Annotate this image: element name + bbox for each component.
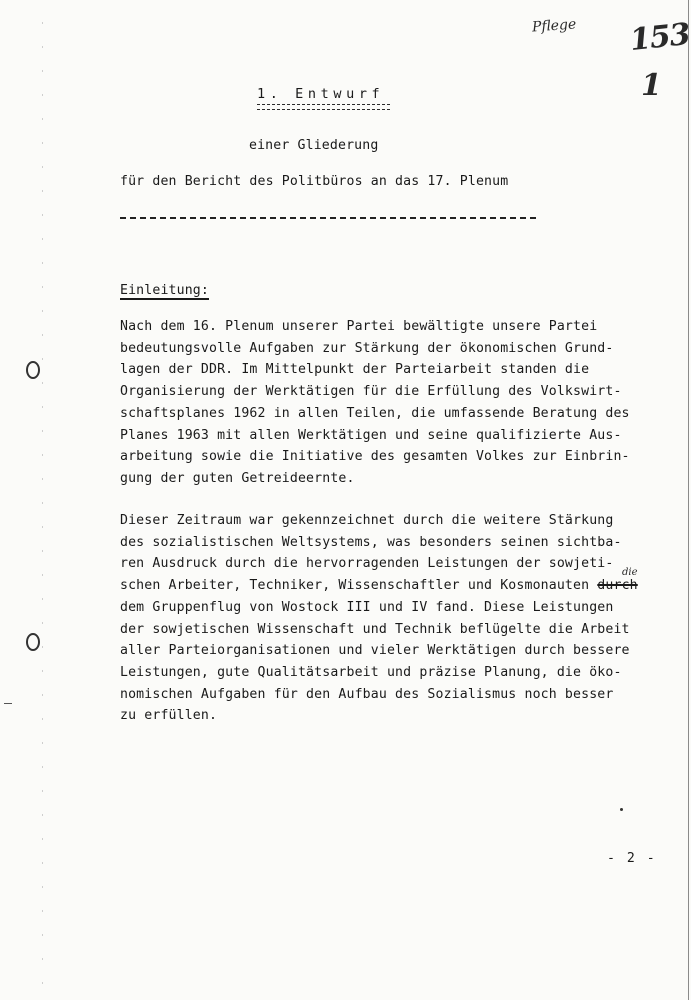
paragraph-line: ren Ausdruck durch die hervorragenden Leistungen der sowjeti- xyxy=(120,556,614,572)
handwritten-insertion: die xyxy=(622,567,638,578)
paragraph-line: der sowjetischen Wissenschaft und Technik beflügelte die Arbeit xyxy=(120,621,630,637)
title-double-underline xyxy=(257,104,390,110)
paragraph-line-text: schen Arbeiter, Techniker, Wissenschaftler und Kosmonauten xyxy=(120,578,598,594)
paragraph-line: Leistungen, gute Qualitätsarbeit und präzise Planung, die öko- xyxy=(120,664,622,680)
paragraph-2 xyxy=(120,510,638,727)
paragraph-line: dem Gruppenflug von Wostock III und IV fand. Diese Leistungen xyxy=(120,599,614,615)
margin-mark xyxy=(4,703,12,704)
handwritten-stamp: Pflege xyxy=(531,16,577,36)
document-title: 1. Entwurf xyxy=(257,86,385,102)
paragraph-line: Organisierung der Werktätigen für die Erfüllung des Volkswirt- xyxy=(120,384,622,400)
page-number: - 2 - xyxy=(607,851,657,866)
paragraph-line: aller Parteiorganisationen und vieler Werktätigen durch bessere xyxy=(120,643,630,659)
paragraph-line xyxy=(120,575,638,597)
binding-edge xyxy=(42,0,43,1000)
punch-hole-icon xyxy=(26,633,40,651)
paragraph-line: zu erfüllen. xyxy=(120,708,218,724)
handwritten-folio-number: 153 xyxy=(628,16,691,59)
handwritten-mark-one: 1 xyxy=(641,68,662,103)
paragraph-line: Planes 1963 mit allen Werktätigen und seine qualifizierte Aus- xyxy=(120,427,622,443)
paragraph-1 xyxy=(120,316,630,490)
punch-hole-icon xyxy=(26,361,40,379)
paragraph-line: nomischen Aufgaben für den Aufbau des Sozialismus noch besser xyxy=(120,686,614,702)
paragraph-line: des sozialistischen Weltsystems, was besonders seinen sichtba- xyxy=(120,534,622,550)
paragraph-line: arbeitung sowie die Initiative des gesamten Volkes zur Einbrin- xyxy=(120,449,630,465)
struck-through-word: durch xyxy=(597,578,638,594)
scan-edge-line xyxy=(688,0,689,1000)
subtitle-line-2: für den Bericht des Politbüros an das 17. Plenum xyxy=(120,174,509,189)
paragraph-line: schaftsplanes 1962 in allen Teilen, die umfassende Beratung des xyxy=(120,405,630,421)
paragraph-line: lagen der DDR. Im Mittelpunkt der Parteiarbeit standen die xyxy=(120,362,590,378)
subtitle-line-1: einer Gliederung xyxy=(249,138,379,153)
paragraph-line: Dieser Zeitraum war gekennzeichnet durch die weitere Stärkung xyxy=(120,513,614,528)
paragraph-line: Nach dem 16. Plenum unserer Partei bewältigte unsere Partei xyxy=(120,319,598,334)
section-heading: Einleitung: xyxy=(120,283,209,298)
stray-dot xyxy=(620,808,623,811)
paragraph-line: bedeutungsvolle Aufgaben zur Stärkung der ökonomischen Grund- xyxy=(120,340,614,356)
dashed-separator xyxy=(120,217,536,219)
paragraph-line: gung der guten Getreideernte. xyxy=(120,470,355,486)
